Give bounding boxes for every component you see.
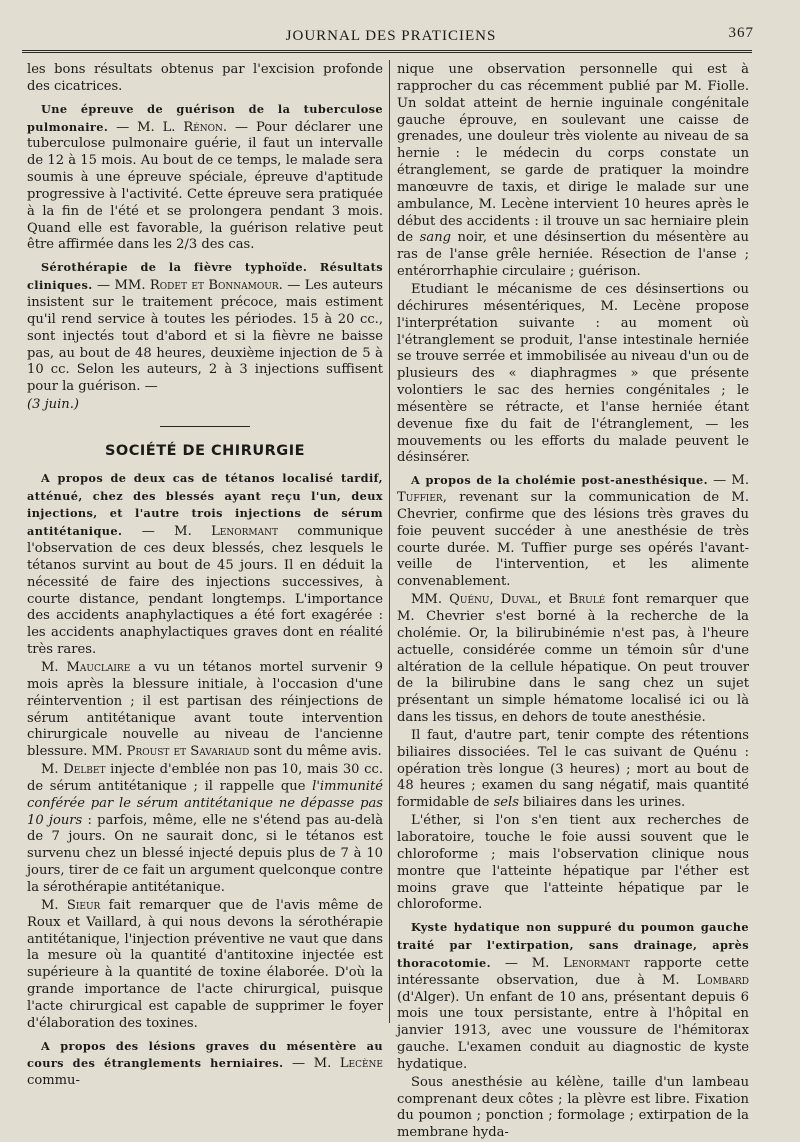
paragraph: M. Delbet injecte d'emblée non pas 10, mais 30 cc. de sérum antitétanique ; il rappelle que l'immunité conférée par le sérum antitétanique ne dépasse pas 10 jours : parfois, même, elle ne s'étend pas au-delà de 7 jours. On ne saurait donc, si le tétanos est survenu chez un blessé injecté depuis plus de 7 à 10 jours, tirer de ce fait un argument quelconque contre la sérothérapie antitétanique. [27,762,383,895]
article-author: — M. Lecène [292,1056,383,1072]
header-rule [22,50,752,53]
article-heading: Sérothérapie de la fièvre typhoïde. Résultats cliniques. [27,260,383,293]
article-cholemie: A propos de la cholémie post-anesthésique. — M. Tuffier, revenant sur la communication de M. Chevrier, confirme que des lésions très graves du foie peuvent succéder à une anesthésie de très courte durée. M. Tuffier purge ses opérés l'avant-veille de l'intervention, et les alimente convenablement. [397,473,749,590]
paragraph: MM. Quénu, Duval, et Brulé font remarquer que M. Chevrier s'est borné à la recherche de la cholémie. Or, la bilirubinémie n'est pas, à l'heure actuelle, considérée comme un témoin sûr d'une altération de la cellule hépatique. On peut trouver de la bilirubine dans le sang chez un sujet présentant un simple hématome localisé ici ou là dans les tissus, en dehors de toute anesthésie. [397,592,749,726]
left-column [27,62,383,1090]
right-column [397,62,749,1142]
article-author: — M. L. Rénon. [116,119,228,135]
column-divider [389,60,390,1023]
article-heading: Une épreuve de guérison de la tuberculose pulmonaire. [27,101,383,134]
article-heading: Kyste hydatique non suppuré du poumon gauche traité par l'extirpation, sans drainage, après thoracotomie. [397,920,749,970]
article-heading: A propos de la cholémie post-anesthésique. [411,473,708,488]
article-tetanos: A propos de deux cas de tétanos localisé tardif, atténué, chez des blessés ayant reçu l'un, deux injections, et l'autre trois injections de sérum antitétanique. — M. Lenormant communique l'observation de ces deux blessés, chez lesquels le tétanos survint au bout de 45 jours. Il en déduit la nécessité de faire des injections successives, à courte distance, pendant longtemps. L'importance des accidents anaphylactiques a été fort exagérée : les accidents anaphylactiques graves dont en réalité très rares. [27,470,384,658]
paragraph: Il faut, d'autre part, tenir compte des rétentions biliaires dissociées. Tel le cas suivant de Quénu : opération très longue (3 heures) ; mort au bout de 48 heures ; examen du sang négatif, mais quantité formidable de sels biliaires dans les urines. [397,727,749,811]
article-author: — M. Tuffier, [397,473,749,506]
running-header [22,22,760,50]
section-title: SOCIÉTÉ DE CHIRURGIE [104,442,306,459]
article-heading: A propos des lésions graves du mésentère au cours des étranglements herniaires. [27,1038,383,1071]
article-mesentere: A propos des lésions graves du mésentère au cours des étranglements herniaires. — M. Lecène commu- [27,1038,383,1089]
article-heading: A propos de deux cas de tétanos localisé tardif, atténué, chez des blessés ayant reçu l'un, deux injections, et l'autre trois injections de sérum antitétanique. [27,470,383,539]
paragraph: nique une observation personnelle qui est à rapprocher du cas récemment publié par M. Fiolle. Un soldat atteint de hernie inguinale congénitale gauche éprouve, en soulevant une caisse de grenades, une douleur très violente au niveau de sa hernie : le médecin du corps constate un étranglement, se garde de pratiquer la moindre manœuvre de taxis, et dirige le malade sur une ambulance, M. Lecène intervient 10 heures après le début des accidents : il trouve un sac herniaire plein de sang noir, et une désinsertion du mésentère au ras de l'anse grêle herniée. Résection de l'anse ; entérorrhaphie circulaire ; guérison. [397,62,749,280]
article-author: — MM. Rodet et Bonnamour. [97,278,283,294]
separator-rule [160,426,250,427]
article-kyste: Kyste hydatique non suppuré du poumon gauche traité par l'extirpation, sans drainage, après thoracotomie. — M. Lenormant rapporte cette intéressante observation, due à M. Lombard (d'Alger). Un enfant de 10 ans, présentant depuis 6 mois une toux persistante, entre à l'hôpital en janvier 1913, avec une voussure de l'hémitorax gauche. L'examen conduit au diagnostic de kyste hydatique. [397,920,749,1072]
paragraph: M. Sieur fait remarquer que de l'avis même de Roux et Vaillard, à qui nous devons la sérothérapie antitétanique, l'injection préventive ne vaut que dans la mesure où la quantité d'antitoxine injectée est supérieure à la quantité de toxine élaborée. D'où la grande importance de l'acte chirurgical, puisque l'acte chirurgical est capable de supprimer le foyer d'élaboration des toxines. [27,897,383,1031]
article-date: (3 juin.) [27,397,79,413]
paragraph: M. Mauclaire a vu un tétanos mortel survenir 9 mois après la blessure initiale, à l'occasion d'une réintervention ; il est partisan des réinjections de sérum antitétanique avant toute intervention chirurgicale nouvelle au niveau de l'ancienne blessure. MM. Proust et Savariaud sont du même avis. [27,660,383,760]
page-number: 367 [728,25,754,41]
article-author: — M. Lenormant [141,524,278,540]
paragraph: Sous anesthésie au kélène, taille d'un lambeau comprenant deux côtes ; la plèvre est libre. Fixation du poumon ; ponction ; formolage ; extirpation de la membrane hyda- [397,1074,749,1141]
paragraph: Etudiant le mécanisme de ces désinsertions ou déchirures mésentériques, M. Lecène propose l'interprétation suivante : au moment où l'étranglement se produit, l'anse intestinale herniée se trouve serrée et immobilisée au niveau d'un ou de plusieurs des « diaphragmes » que présente volontiers le sac des hernies congénitales ; le mésentère se rétracte, et l'anse herniée étant devenue fixe du fait de l'étranglement, — les mouvements ou les efforts du malade peuvent le désinsérer. [397,281,750,466]
article-tuberculose: Une épreuve de guérison de la tuberculose pulmonaire. — M. L. Rénon. — Pour déclarer une tuberculose pulmonaire guérie, il faut un intervalle de 12 à 15 mois. Au bout de ce temps, le malade sera soumis à une épreuve spéciale, épreuve d'aptitude progressive à l'activité. Cette épreuve sera pratiquée à la fin de l'été et se prolongera pendant 3 mois. Quand elle est favorable, la guérison relative peut être affirmée dans les 2/3 des cas. [27,101,384,253]
journal-title: JOURNAL DES PRATICIENS [285,27,497,44]
article-serotherapie: Sérothérapie de la fièvre typhoïde. Résultats cliniques. — MM. Rodet et Bonnamour. — Les auteurs insistent sur le traitement précoce, mais estiment qu'il rend service à toutes les périodes. 15 à 20 cc., sont injectés tout d'abord et si la fièvre ne baisse pas, au bout de 48 heures, deuxième injection de 5 à 10 cc. Selon les auteurs, 2 à 3 injections suffisent pour la guérison. — [27,260,384,395]
paragraph: les bons résultats obtenus par l'excision profonde des cicatrices. [27,62,383,94]
paragraph: L'éther, si l'on s'en tient aux recherches de laboratoire, touche le foie aussi souvent que le chloroforme ; mais l'observation clinique nous montre que l'atteinte hépatique par l'éther est moins grave que l'atteinte hépatique par le chloroforme. [397,813,749,913]
article-author: — M. Lenormant [504,955,631,971]
